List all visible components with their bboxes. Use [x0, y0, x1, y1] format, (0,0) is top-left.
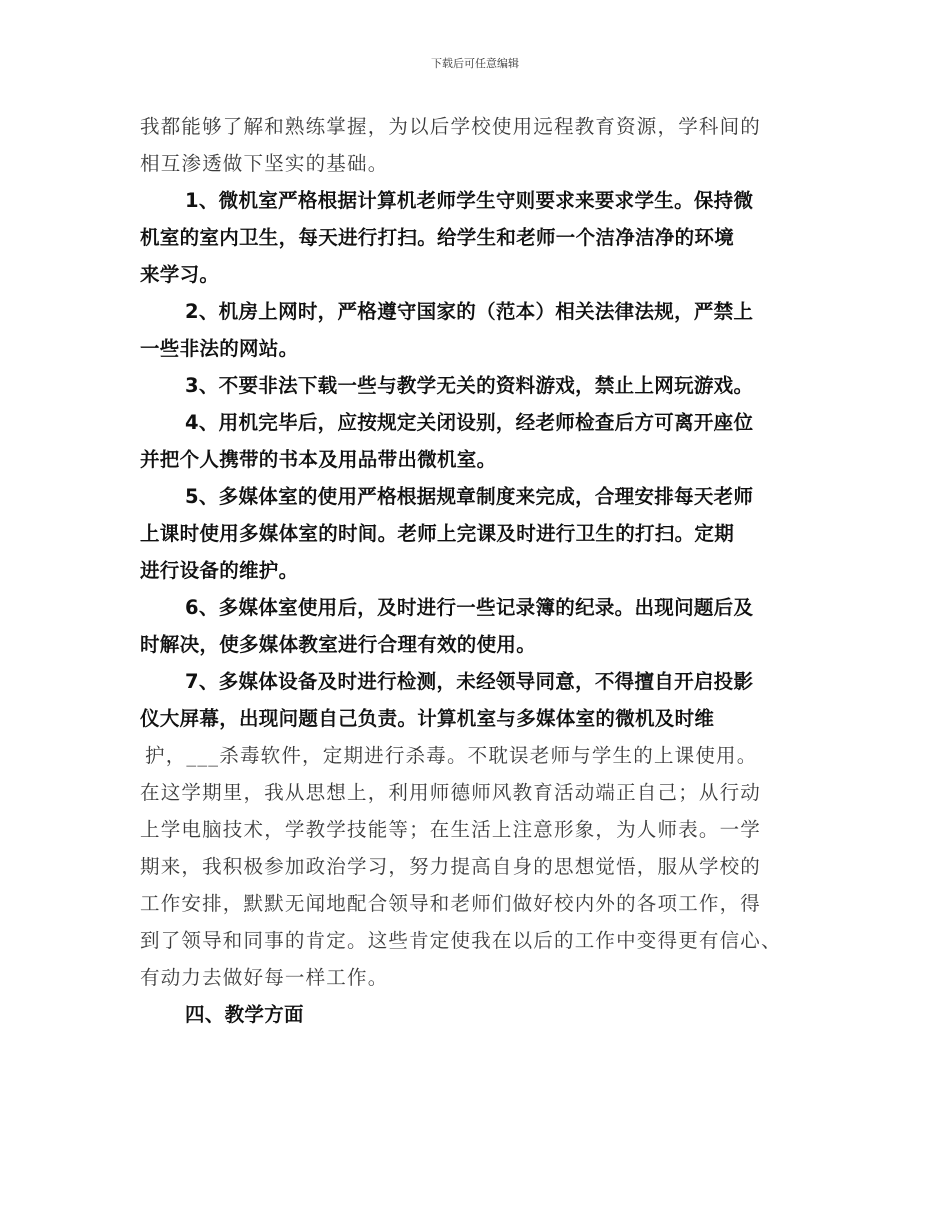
text-line: 来学习。 — [140, 263, 220, 286]
page-header: 下载后可任意编辑 — [431, 57, 519, 70]
text-line: 5、多媒体室的使用严格根据规章制度来完成，合理安排每天老师 — [185, 485, 754, 508]
text-line: 2、机房上网时，严格遵守国家的（范本）相关法律法规，严禁上 — [185, 300, 754, 323]
text-line: 3、不要非法下载一些与教学无关的资料游戏，禁止上网玩游戏。 — [185, 374, 754, 397]
text-line: 我都能够了解和熟练掌握，为以后学校使用远程教育资源，学科间的 — [140, 115, 762, 138]
text-line: 有动力去做好每一样工作。 — [140, 966, 389, 989]
text-line: 并把个人携带的书本及用品带出微机室。 — [140, 448, 497, 471]
text-line: 仪大屏幕，出现问题自己负责。计算机室与多媒体室的微机及时维 — [140, 707, 715, 730]
text-line: 到了领导和同事的肯定。这些肯定使我在以后的工作中变得更有信心、 — [140, 929, 782, 952]
text-line: 一些非法的网站。 — [140, 337, 299, 360]
text-line: 时解决，使多媒体教室进行合理有效的使用。 — [140, 633, 537, 656]
text-line: 相互渗透做下坚实的基础。 — [140, 152, 389, 175]
text-line: 7、多媒体设备及时进行检测，未经领导同意，不得擅自开启投影 — [185, 670, 754, 693]
document-body — [140, 108, 820, 1033]
text-line: 在这学期里，我从思想上，利用师德师风教育活动端正自己；从行动 — [140, 781, 762, 804]
text-line: 期来，我积极参加政治学习，努力提高自身的思想觉悟，服从学校的 — [140, 855, 762, 878]
text-line: 工作安排，默默无闻地配合领导和老师们做好校内外的各项工作，得 — [140, 892, 762, 915]
text-line: 进行设备的维护。 — [140, 559, 299, 582]
text-line: 护，___杀毒软件，定期进行杀毒。不耽误老师与学生的上课使用。 — [145, 744, 758, 767]
text-line: 4、用机完毕后，应按规定关闭设别，经老师检查后方可离开座位 — [185, 411, 754, 434]
text-line: 1、微机室严格根据计算机老师学生守则要求来要求学生。保持微 — [185, 189, 754, 212]
section-heading: 四、教学方面 — [185, 1003, 304, 1026]
text-line: 6、多媒体室使用后，及时进行一些记录簿的纪录。出现问题后及 — [185, 596, 754, 619]
text-line: 机室的室内卫生，每天进行打扫。给学生和老师一个洁净洁净的环境 — [140, 226, 735, 249]
text-line: 上学电脑技术，学教学技能等；在生活上注意形象，为人师表。一学 — [140, 818, 762, 841]
text-line: 上课时使用多媒体室的时间。老师上完课及时进行卫生的打扫。定期 — [140, 522, 735, 545]
